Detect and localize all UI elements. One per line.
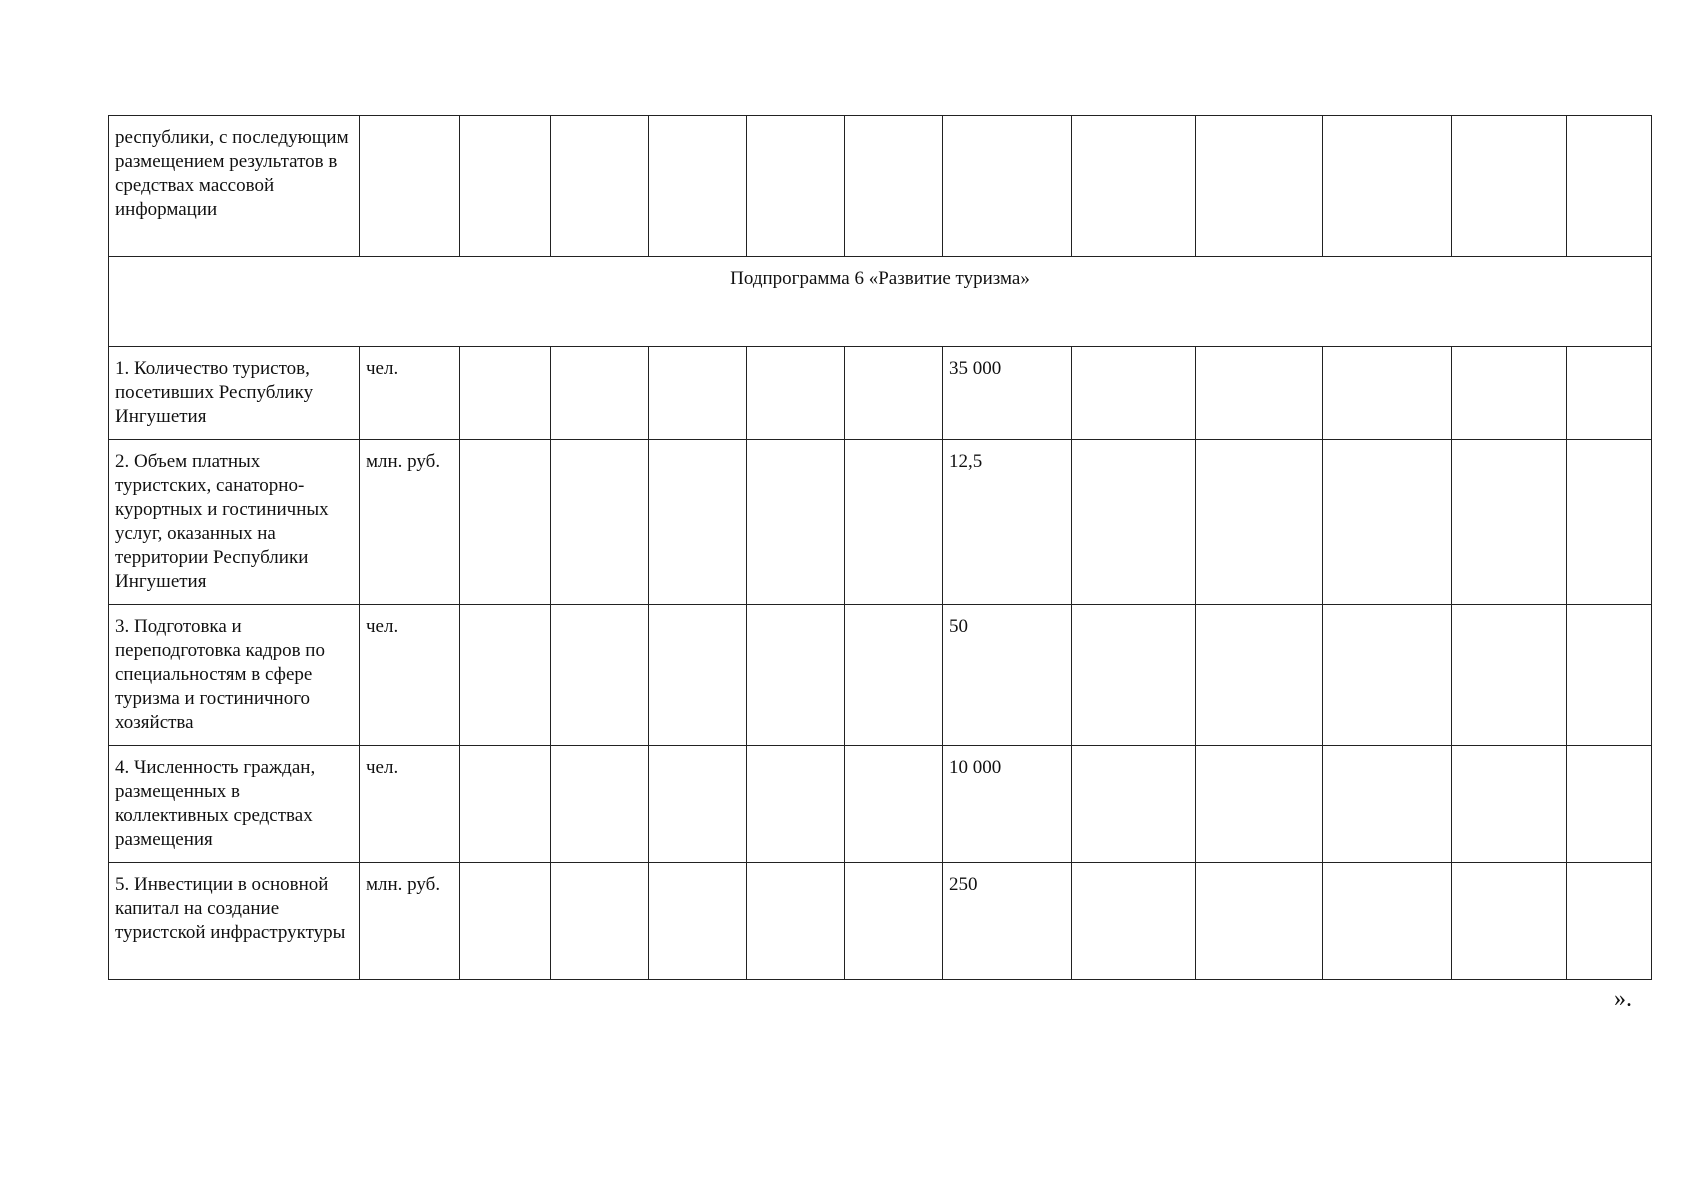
empty-cell	[1323, 116, 1452, 257]
empty-cell	[551, 605, 649, 746]
empty-cell	[1196, 347, 1323, 440]
empty-cell	[1452, 440, 1567, 605]
empty-cell	[1452, 347, 1567, 440]
unit-cell: чел.	[360, 746, 460, 863]
indicator-name-cell: 1. Количество туристов, посетивших Республику Ингушетия	[109, 347, 360, 440]
empty-cell	[1072, 116, 1196, 257]
empty-cell	[360, 116, 460, 257]
empty-cell	[1567, 863, 1652, 980]
empty-cell	[1072, 746, 1196, 863]
empty-cell	[1323, 746, 1452, 863]
value-cell: 12,5	[943, 440, 1072, 605]
empty-cell	[1323, 605, 1452, 746]
table-row-section-header	[109, 257, 1652, 347]
empty-cell	[1323, 347, 1452, 440]
empty-cell	[1323, 440, 1452, 605]
empty-cell	[649, 605, 747, 746]
table-row	[109, 746, 1652, 863]
empty-cell	[551, 347, 649, 440]
empty-cell	[1196, 116, 1323, 257]
empty-cell	[1567, 116, 1652, 257]
empty-cell	[551, 863, 649, 980]
table-row	[109, 605, 1652, 746]
indicator-name-cell: 4. Численность граждан, размещенных в коллективных средствах размещения	[109, 746, 360, 863]
empty-cell	[747, 605, 845, 746]
empty-cell	[1567, 440, 1652, 605]
empty-cell	[1196, 605, 1323, 746]
empty-cell	[551, 746, 649, 863]
empty-cell	[845, 347, 943, 440]
indicator-name-cell: 3. Подготовка и переподготовка кадров по специальностям в сфере туризма и гостиничного хозяйства	[109, 605, 360, 746]
empty-cell	[649, 863, 747, 980]
empty-cell	[460, 347, 551, 440]
empty-cell	[747, 746, 845, 863]
empty-cell	[1567, 605, 1652, 746]
empty-cell	[747, 347, 845, 440]
empty-cell	[845, 440, 943, 605]
empty-cell	[747, 116, 845, 257]
empty-cell	[1072, 605, 1196, 746]
empty-cell	[649, 440, 747, 605]
empty-cell	[1196, 440, 1323, 605]
empty-cell	[845, 746, 943, 863]
empty-cell	[845, 116, 943, 257]
empty-cell	[551, 116, 649, 257]
empty-cell	[747, 440, 845, 605]
empty-cell	[1452, 116, 1567, 257]
empty-cell	[943, 116, 1072, 257]
unit-cell: млн. руб.	[360, 863, 460, 980]
empty-cell	[845, 863, 943, 980]
empty-cell	[1567, 347, 1652, 440]
empty-cell	[747, 863, 845, 980]
empty-cell	[1567, 746, 1652, 863]
unit-cell: чел.	[360, 347, 460, 440]
empty-cell	[845, 605, 943, 746]
empty-cell	[1452, 863, 1567, 980]
section-header-cell: Подпрограмма 6 «Развитие туризма»	[109, 257, 1652, 347]
empty-cell	[1452, 746, 1567, 863]
empty-cell	[1452, 605, 1567, 746]
empty-cell	[649, 347, 747, 440]
empty-cell	[551, 440, 649, 605]
empty-cell	[1072, 347, 1196, 440]
table-row	[109, 863, 1652, 980]
table-row	[109, 440, 1652, 605]
table-row	[109, 347, 1652, 440]
empty-cell	[1196, 863, 1323, 980]
closing-quote-mark: ».	[1614, 986, 1632, 1012]
unit-cell: чел.	[360, 605, 460, 746]
empty-cell	[1323, 863, 1452, 980]
empty-cell	[649, 746, 747, 863]
indicator-name-cell: республики, с последующим размещением результатов в средствах массовой информации	[109, 116, 360, 257]
empty-cell	[460, 863, 551, 980]
empty-cell	[460, 440, 551, 605]
value-cell: 35 000	[943, 347, 1072, 440]
indicators-table	[108, 115, 1652, 980]
empty-cell	[460, 746, 551, 863]
indicator-name-cell: 5. Инвестиции в основной капитал на создание туристской инфраструктуры	[109, 863, 360, 980]
empty-cell	[649, 116, 747, 257]
empty-cell	[460, 605, 551, 746]
value-cell: 50	[943, 605, 1072, 746]
value-cell: 250	[943, 863, 1072, 980]
value-cell: 10 000	[943, 746, 1072, 863]
empty-cell	[1072, 440, 1196, 605]
empty-cell	[1196, 746, 1323, 863]
indicator-name-cell: 2. Объем платных туристских, санаторно-курортных и гостиничных услуг, оказанных на территории Республики Ингушетия	[109, 440, 360, 605]
empty-cell	[1072, 863, 1196, 980]
empty-cell	[460, 116, 551, 257]
unit-cell: млн. руб.	[360, 440, 460, 605]
table-row-continuation	[109, 116, 1652, 257]
